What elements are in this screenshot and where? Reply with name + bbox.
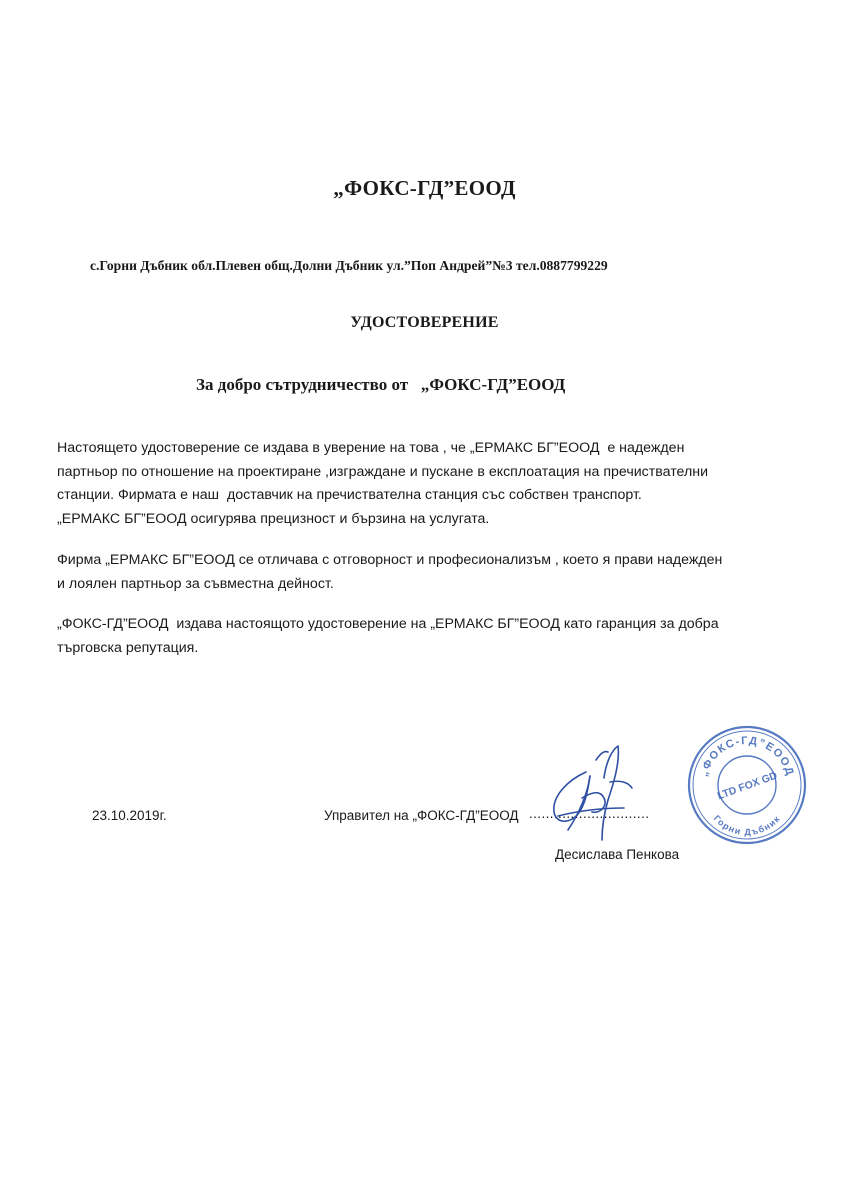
document-subtitle: За добро сътрудничество от „ФОКС-ГД”ЕООД xyxy=(196,375,566,394)
paragraph-line: и лоялен партньор за съвместна дейност. xyxy=(57,575,334,592)
paragraph-line: Фирма „ЕРМАКС БГ”ЕООД се отличава с отговорност и професионализъм , което я прави надежден xyxy=(57,552,723,568)
paragraph-line: Настоящето удостоверение се издава в уверение на това , че „ЕРМАКС БГ”ЕООД е надежден xyxy=(57,440,685,456)
paragraph-line: „ЕРМАКС БГ”ЕООД осигурява прецизност и бързина на услугата. xyxy=(57,510,490,527)
stamp-center-text: LTD FOX GD xyxy=(715,769,779,803)
company-address: с.Горни Дъбник обл.Плевен общ.Долни Дъбник ул.”Поп Андрей”№3 тел.0887799229 xyxy=(90,258,608,273)
signature-image xyxy=(538,742,638,846)
paragraph-2 xyxy=(57,549,817,596)
paragraph-line: „ФОКС-ГД”ЕООД издава настоящото удостоверение на „ЕРМАКС БГ”ЕООД като гаранция за добра xyxy=(57,616,719,632)
company-stamp xyxy=(684,722,810,848)
signer-name: Десислава Пенкова xyxy=(555,847,680,862)
stamp-bottom-text: Горни Дъбник xyxy=(711,813,783,838)
paragraph-3 xyxy=(57,613,817,660)
paragraph-line: търговска репутация. xyxy=(57,639,199,656)
manager-label: Управител на „ФОКС-ГД”ЕООД xyxy=(324,808,519,823)
company-name: „ФОКС-ГД”ЕООД xyxy=(333,176,516,200)
issue-date: 23.10.2019г. xyxy=(92,808,167,823)
document-title: УДОСТОВЕРЕНИЕ xyxy=(350,314,499,331)
paragraph-line: партньор по отношение на проектиране ,изграждане и пускане в експлоатация на пречиствателни xyxy=(57,463,708,480)
paragraph-line: станции. Фирмата е наш доставчик на пречиствателна станция със собствен транспорт. xyxy=(57,487,642,503)
signature-line: ............................. xyxy=(529,806,650,821)
paragraph-1 xyxy=(57,437,817,531)
stamp-top-text: „ФОКС-ГД”ЕООД xyxy=(697,734,797,778)
